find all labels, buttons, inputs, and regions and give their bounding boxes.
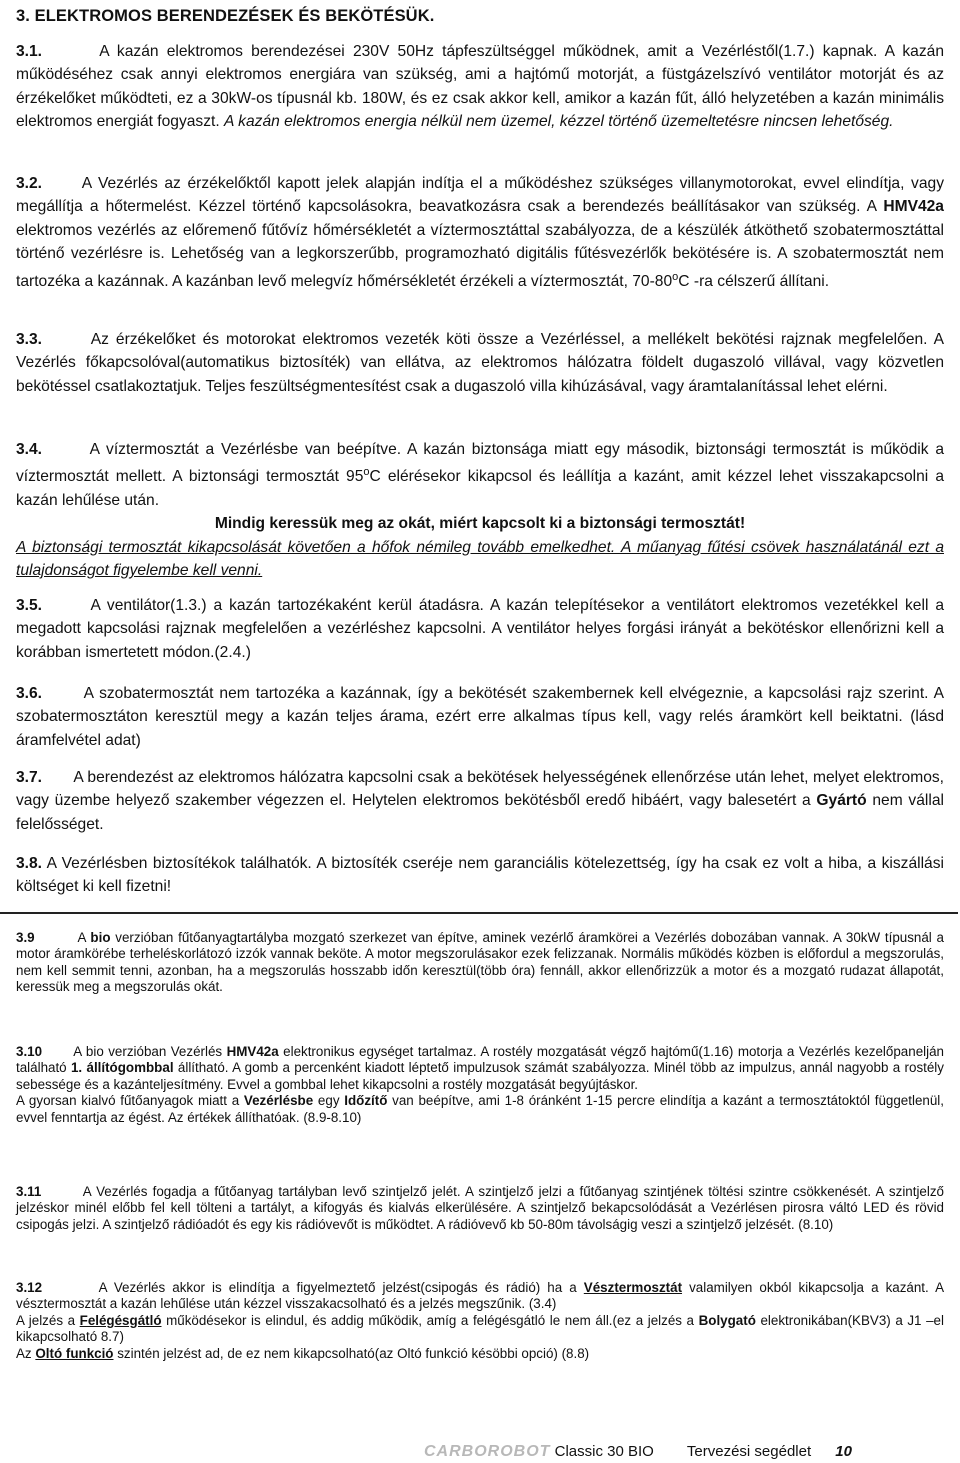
section-3-7 <box>16 766 944 836</box>
document-name: Tervezési segédlet <box>686 1443 812 1460</box>
section-3-10 <box>16 1044 944 1126</box>
section-number: 3.2. <box>16 175 43 192</box>
section-text: egy <box>317 1093 340 1109</box>
version-label: bio <box>90 930 111 945</box>
knob-label: 1. állítógombbal <box>70 1060 174 1076</box>
section-number: 3.11 <box>16 1184 42 1199</box>
section-text: A Vezérlésben biztosítékok találhatók. A biztosíték cseréje nem garanciális kötelezettség, így ha csak ez volt a hiba, a kiszállási költséget ki kell fizetni! <box>16 855 944 896</box>
section-3-12 <box>16 1280 944 1362</box>
section-3-11 <box>16 1184 944 1233</box>
section-text: szintén jelzést ad, de ez nem kikapcsolható(az Oltó funkció késöbbi opció) (8.8) <box>117 1345 590 1361</box>
controller-label: Vezérlésbe <box>243 1093 314 1109</box>
section-text: nem vállal felelősséget. <box>16 792 944 833</box>
section-number: 3.3. <box>16 331 43 348</box>
agitator-label: Bolygató <box>698 1312 756 1328</box>
section-text: C elérésekor kikapcsol és leállítja a kazánt, amit kézzel lehet visszakapcsolni a kazán lehűlése után. <box>16 468 944 509</box>
model-name: Classic 30 BIO <box>554 1443 654 1460</box>
section-text: C -ra célszerű állítani. <box>678 272 830 290</box>
section-3-4 <box>16 438 944 582</box>
degree-sign: o <box>363 466 370 479</box>
section-text: A szobatermosztát nem tartozéka a kazánnak, így a bekötését szakembernek kell elvégeznie, a kapcsolási rajz szerint. A szobatermosztáton keresztül megy a kazán teljes árama, ezért erre alkalmas típus kell, vagy relés áramkört kell beiktatni. (lásd áramfelvétel adat) <box>16 685 944 749</box>
section-number: 3.7. <box>16 769 43 786</box>
section-text: elektronikában(KBV3) a J1 –el kikapcsolható 8.7) <box>16 1312 944 1345</box>
controller-model: HMV42a <box>883 198 944 216</box>
section-text: állítható. A gomb a percenként kiadott léptető impulzusok számát szabályozza. Minél több az impulzus, annál nagyobb a rostély sebessége és a kazánteljesítmény. Evvel a gombbal lehet kikapcsolni a rostély mozgatását begyújtáskor. <box>16 1060 944 1092</box>
section-3-8 <box>16 852 944 899</box>
page-number: 10 <box>835 1443 852 1460</box>
section-3-2 <box>16 172 944 293</box>
bio-version-box <box>0 912 958 914</box>
section-text: verzióban fűtőanyagtartályba mozgató szerkezet van építve, aminek vezérlő áramkörei a Vezérlés dobozában vannak. A 30kW típusnál a motor áramkörébe terheléskorlátozó izzók vannak beköte. A motor megszorulásakor ezek felizzanak. Normális működés közben is előfordul a megszorulás, nem kell semmit tenni, azonban, ha a megszorulás hosszabb időn keresztül(több óra) fennáll, akkor ellenőrizzük a motor és a mozgató rudazat állapotát, keressük meg a megszorulás okát. <box>16 930 944 995</box>
section-text: van beépítve, ami 1-8 óránként 1-15 percre elindítja a kazánt a termosztátoktól függetlenül, evvel fenntartja az égést. Az értékek állíthatóak. (8.9-8.10) <box>16 1093 944 1125</box>
section-text: A gyorsan kialvó fűtőanyagok miatt a <box>16 1093 240 1109</box>
section-text: valamilyen okból kikapcsolja a kazánt. A vésztermosztát a kazán lehűlése után kézzel visszakacsolható és a jelzés megszűnik. (3.4) <box>16 1280 945 1312</box>
section-text: működésekor is elindul, és addig működik, amíg a felégésgátló le nem áll.(ez a jelzés a <box>166 1312 694 1328</box>
section-3-6 <box>16 682 944 752</box>
section-text: A berendezést az elektromos hálózatra kapcsolni csak a bekötések helyességének ellenőrzése után lehet, melyet elektromos, vagy üzembe helyező szakember végezzen el. Helytelen elektromos bekötésből eredő hibáért, vagy balesetért a <box>16 769 945 810</box>
manufacturer-label: Gyártó <box>816 792 867 810</box>
section-text: Az <box>16 1345 32 1361</box>
degree-sign: o <box>672 270 679 283</box>
section-italic-text: A kazán elektromos energia nélkül nem üzemel, kézzel történő üzemeltetésre nincsen lehetőség. <box>224 113 894 131</box>
section-number: 3.12 <box>16 1280 43 1295</box>
section-number: 3.10 <box>16 1044 43 1059</box>
section-3-3 <box>16 328 944 398</box>
section-text: A <box>77 930 86 945</box>
section-text: elektronikus egységet tartalmaz. A rostély mozgatását végző hajtómű(1.16) motorja a Vezérlés kezelőpanelján található <box>16 1044 944 1076</box>
emergency-thermostat-label: Vésztermosztát <box>583 1280 683 1295</box>
section-text: A kazán elektromos berendezései 230V 50Hz tápfeszültséggel működnek, amit a Vezérléstől(1.7.) kapnak. A kazán működéséhez csak annyi elektromos energiára van szükség, ami a hajtómű motorját, a füstgázelszívó ventilátor motorját és az érzékelőket működteti, ez a 30kW-os típusnál kb. 180W, és ez csak akkor kell, amikor a kazán fűt, álló helyzetében a kazán minimális elektromos energiát fogyaszt. <box>16 43 944 131</box>
section-3-9 <box>16 930 944 996</box>
note-text: A biztonsági termosztát kikapcsolását követően a hőfok némileg tovább emelkedhet. A műanyag fűtési csövek használatánál ezt a tulajdonságot figyelembe kell venni. <box>16 538 944 580</box>
page-title: 3. ELEKTROMOS BERENDEZÉSEK ÉS BEKÖTÉSÜK. <box>16 7 435 25</box>
burn-preventer-label: Felégésgátló <box>79 1312 162 1328</box>
brand-logo: CARBOROBOT <box>424 1443 551 1460</box>
section-3-1 <box>16 40 944 134</box>
page-footer <box>424 1443 852 1461</box>
section-number: 3.9 <box>16 930 35 945</box>
section-number: 3.4. <box>16 441 43 458</box>
section-3-5 <box>16 594 944 664</box>
section-number: 3.6. <box>16 685 43 702</box>
section-text: A jelzés a <box>16 1312 76 1328</box>
section-text: A Vezérlés az érzékelőktől kapott jelek alapján indítja el a működéshez szükséges villanymotorokat, evvel elindítja, vagy megállítja a hőtermelést. Kézzel történő kapcsolásokra, beavatkozásra csak a berendezés beállításakor van szükség. A <box>16 175 944 216</box>
section-text: elektromos vezérlés az előremenő fűtővíz hőmérsékletét a víztermosztáttal szabályozza, de a készülék átköthető szobatermosztáttal történő vezérlésre is. Lehetőség van a legkorszerűbb, programozható digitális fűtésvezérlők bekötésére is. A szobatermosztát nem tartozéka a kazánnak. A kazánban levő melegvíz hőmérsékletét érzékeli a víztermosztát, 70-80 <box>16 221 944 290</box>
section-text: A víztermosztát a Vezérlésbe van beépítve. A kazán biztonsága miatt egy második, biztonsági termosztát is működik a víztermosztát mellett. A biztonsági termosztát 95 <box>16 441 945 486</box>
section-text: A Vezérlés fogadja a fűtőanyag tartályban levő szintjelző jelét. A szintjelző jelzi a fűtőanyag szintjének töltési szintre csökkenését. A szintjelző jelzéskor minél előbb fel kell tölteni a tartályt, a kifogyás és kialvás elkerülésére. A szintjelző bekapcsolódását a Vezérlésen pirosra váltó LED és rövid csipogás jelzi. A szintjelző rádióadót és egy kis rádióvevőt is működtet. A rádióvevő kb 50-80m távolságig veszi a szintjelző jelzését. (8.10) <box>16 1184 944 1232</box>
controller-model: HMV42a <box>226 1044 279 1059</box>
section-number: 3.1. <box>16 43 43 60</box>
section-number: 3.5. <box>16 597 43 614</box>
section-text: A ventilátor(1.3.) a kazán tartozékaként kerül átadásra. A kazán telepítésekor a ventilátort elektromos vezetékkel kell a megadott kapcsolási rajznak megfelelően a vezérléshez kapcsolni. A ventilátor helyes forgási irányát a bekötéskor ellenőrizni kell a korábban ismertetett módon.(2.4.) <box>16 597 945 661</box>
section-text: A Vezérlés akkor is elindítja a figyelmeztető jelzést(csipogás és rádió) ha a <box>98 1280 577 1295</box>
warning-text: Mindig keressük meg az okát, miért kapcsolt ki a biztonsági termosztát! <box>214 515 746 533</box>
extinguish-function-label: Oltó funkció <box>35 1345 114 1361</box>
section-text: A bio verzióban Vezérlés <box>73 1044 223 1059</box>
timer-label: Időzítő <box>344 1093 388 1109</box>
section-number: 3.8. <box>16 855 43 872</box>
section-text: Az érzékelőket és motorokat elektromos vezeték köti össze a Vezérléssel, a mellékelt bekötési rajznak megfelelően. A Vezérlés főkapcsolóval(automatikus biztosíték) van ellátva, az elektromos hálózatra földelt dugaszoló villával, vagy közvetlen bekötéssel csatlakoztatjuk. Teljes feszültségmentesítést csak a dugaszoló villa kihúzásával, vagy áramtalanítással lehet elérni. <box>16 331 944 395</box>
